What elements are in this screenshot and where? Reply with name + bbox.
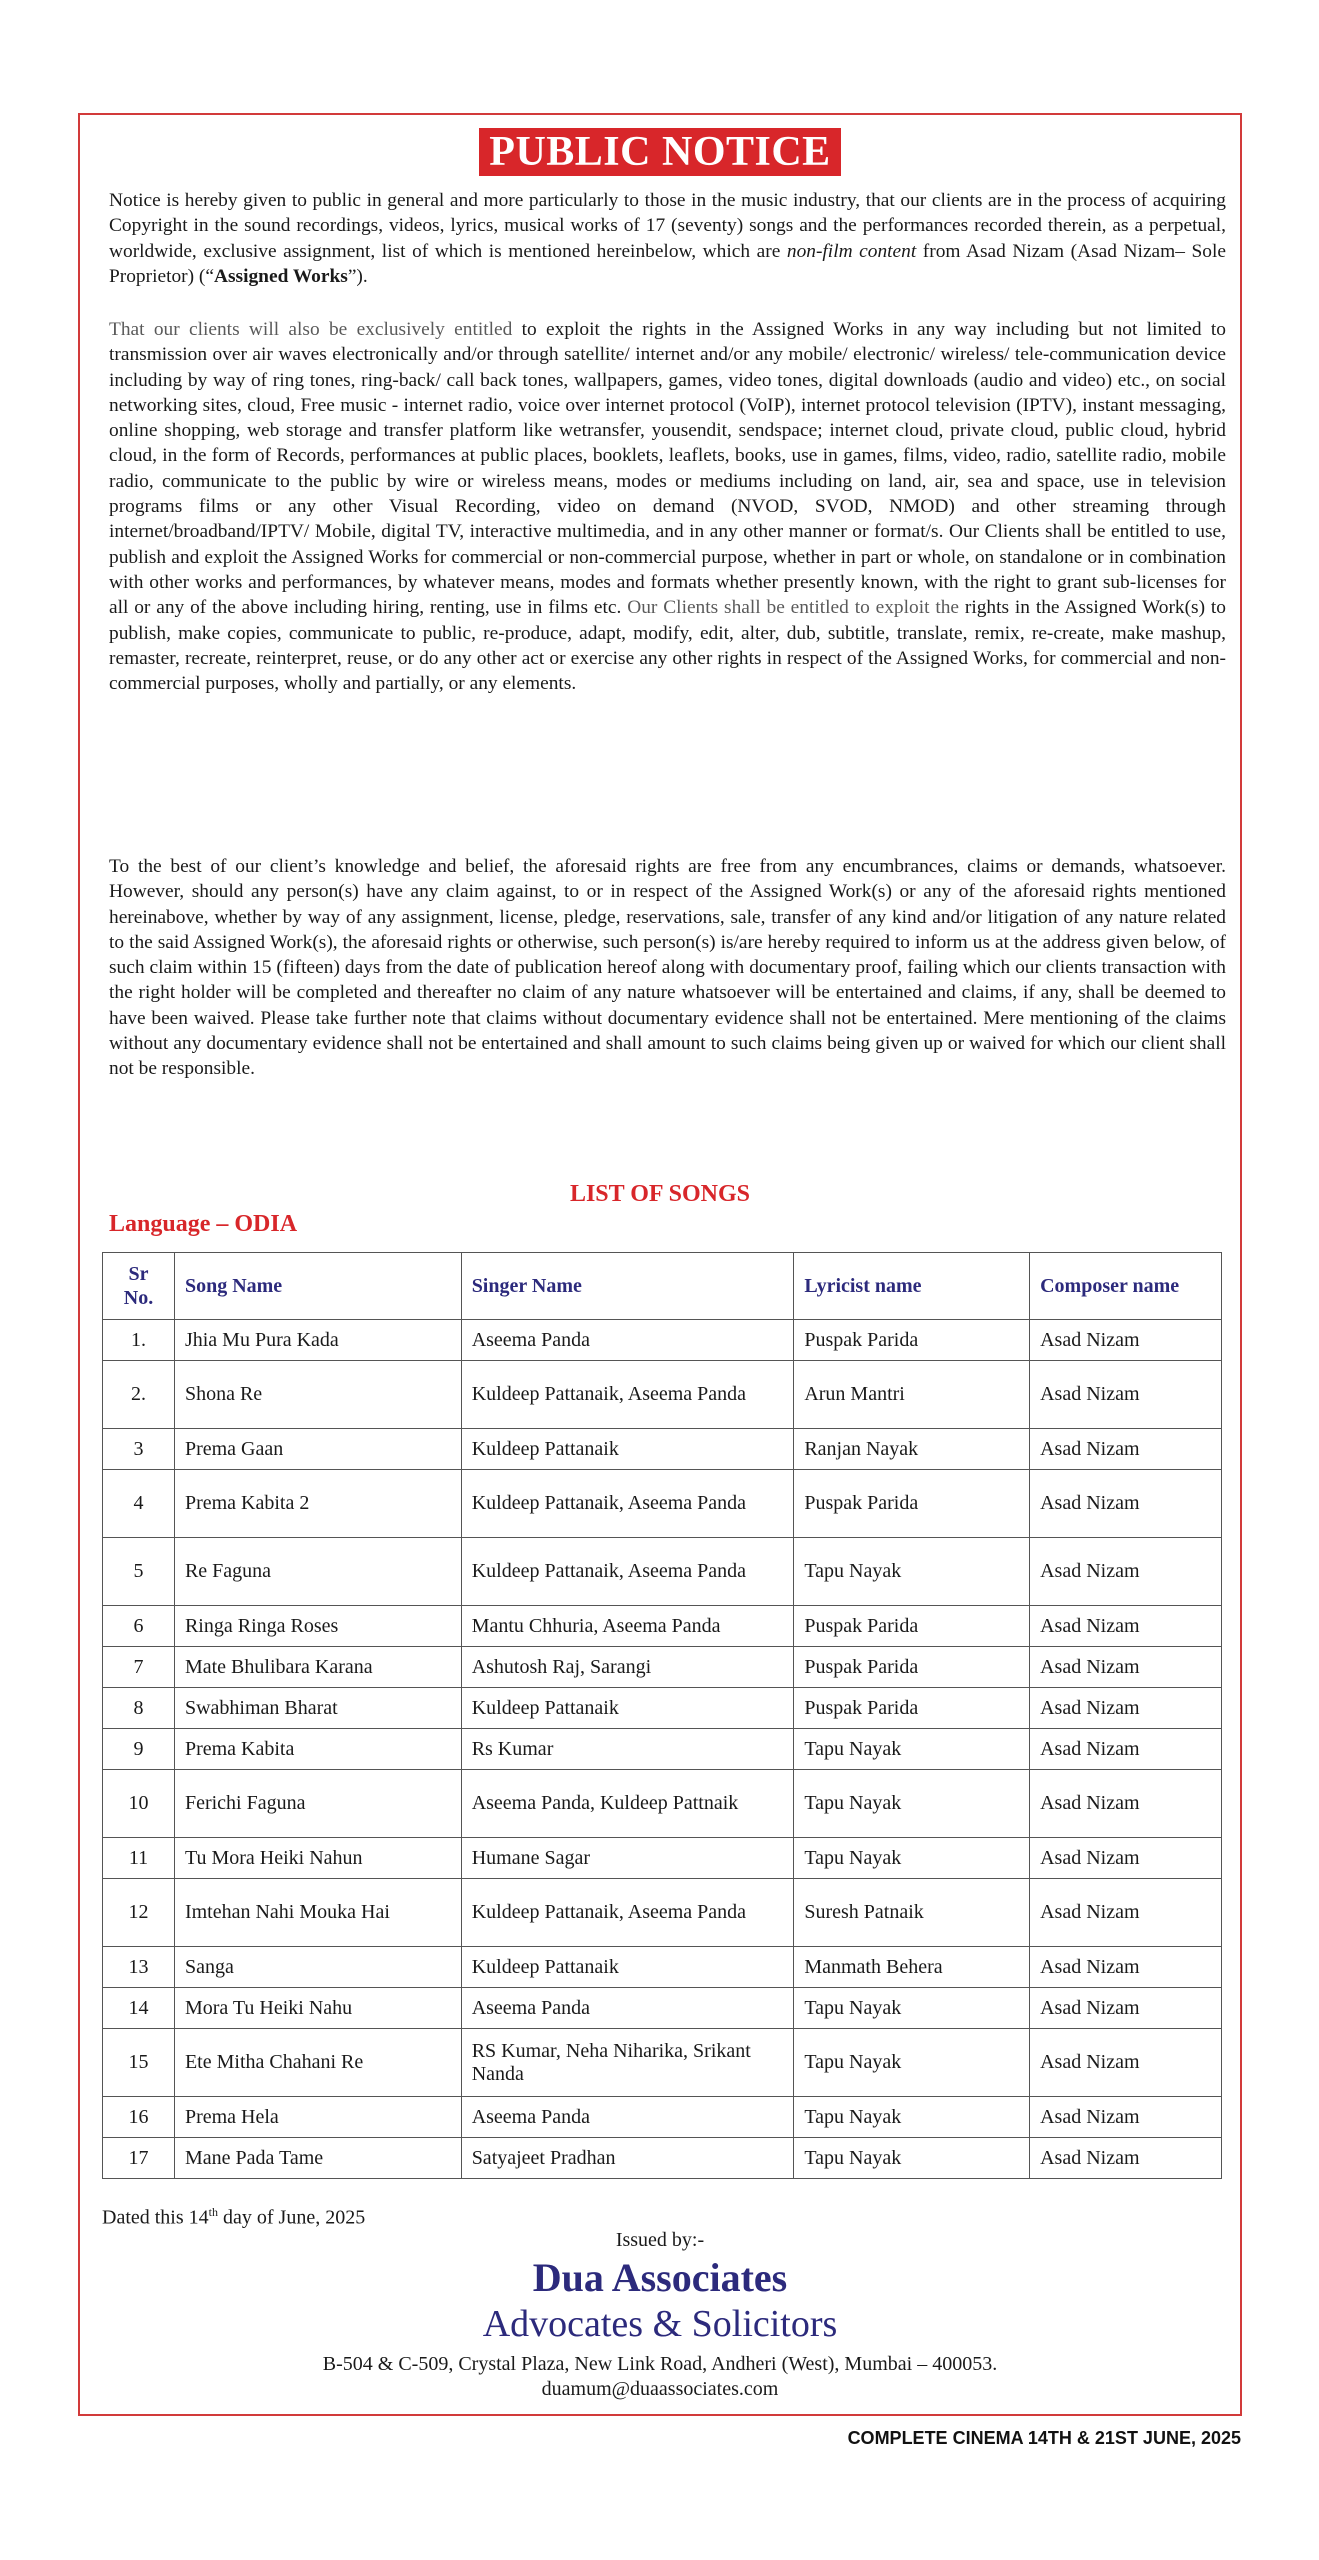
cell-sr: 12 (103, 1879, 175, 1947)
para1-text-b: from Asad Nizam (Asad Nizam– Sole Proprietor) (“ (109, 240, 1226, 287)
cell-lyricist: Ranjan Nayak (794, 1429, 1030, 1470)
cell-singer: RS Kumar, Neha Niharika, Srikant Nanda (461, 2029, 794, 2097)
table-row (103, 1538, 1222, 1606)
cell-lyricist: Tapu Nayak (794, 1729, 1030, 1770)
dated-suffix: day of June, 2025 (218, 2206, 366, 2229)
cell-singer: Kuldeep Pattanaik, Aseema Panda (461, 1879, 794, 1947)
cell-song: Imtehan Nahi Mouka Hai (174, 1879, 461, 1947)
cell-lyricist: Puspak Parida (794, 1688, 1030, 1729)
cell-sr: 5 (103, 1538, 175, 1606)
cell-sr: 17 (103, 2138, 175, 2179)
cell-song: Prema Hela (174, 2097, 461, 2138)
para2-text-a: to exploit the rights in the Assigned Works in any way including but not limited to transmission over air waves electronically and/or through satellite/ internet and/or any mobile/ electronic/ wireless/ tele-communication device including by way of ring tones, ring-back/ call back tones, wallpapers, games, video tones, digital downloads (audio and video) etc., on social networking sites, cloud, Free music - internet radio, voice over internet protocol (VoIP), internet protocol television (IPTV), instant messaging, online shopping, web storage and transfer platform like wetransfer, yousendit, sendspace; internet cloud, private cloud, public cloud, hybrid cloud, in the form of Records, performances at public places, booklets, leaflets, books, use in games, films, video, radio, satellite radio, mobile radio, communicate to the public by wire or wireless means, modes or mediums including on land, air, sea and space, use in television programs films or any other Visual Recording, video on demand (NVOD, SVOD, NMOD) and other streaming through internet/broadband/IPTV/ Mobile, digital TV, interactive multimedia, and in any other manner or format/s. Our Clients shall be entitled to use, publish and exploit the Assigned Works for commercial or non-commercial purpose, whether in part or whole, on standalone or in combination with other works and performances, by whatever means, modes and formats whether presently known, with the right to grant sub-licenses for all or any of the above including hiring, renting, use in films etc. (109, 319, 1226, 619)
cell-composer: Asad Nizam (1030, 1988, 1222, 2029)
cell-sr: 9 (103, 1729, 175, 1770)
cell-song: Mate Bhulibara Karana (174, 1647, 461, 1688)
cell-song: Shona Re (174, 1361, 461, 1429)
cell-composer: Asad Nizam (1030, 1320, 1222, 1361)
table-row (103, 1429, 1222, 1470)
cell-sr: 16 (103, 2097, 175, 2138)
cell-sr: 7 (103, 1647, 175, 1688)
para1-text-a: Notice is hereby given to public in general and more particularly to those in the music industry, that our clients are in the process of acquiring Copyright in the sound recordings, videos, lyrics, musical works of 17 (seventy) songs and the performances recorded therein, as a perpetual, worldwide, exclusive assignment, list of which is mentioned hereinbelow, which are (109, 190, 1226, 262)
cell-singer: Kuldeep Pattanaik, Aseema Panda (461, 1361, 794, 1429)
table-row (103, 1606, 1222, 1647)
cell-sr: 13 (103, 1947, 175, 1988)
cell-sr: 3 (103, 1429, 175, 1470)
cell-composer: Asad Nizam (1030, 1838, 1222, 1879)
cell-sr: 1. (103, 1320, 175, 1361)
header-singer-name: Singer Name (461, 1253, 794, 1320)
cell-song: Prema Kabita 2 (174, 1470, 461, 1538)
table-row (103, 1647, 1222, 1688)
cell-song: Mane Pada Tame (174, 2138, 461, 2179)
cell-composer: Asad Nizam (1030, 1647, 1222, 1688)
table-header-row (103, 1253, 1222, 1320)
cell-lyricist: Puspak Parida (794, 1647, 1030, 1688)
cell-song: Re Faguna (174, 1538, 461, 1606)
table-row (103, 1320, 1222, 1361)
cell-sr: 10 (103, 1770, 175, 1838)
table-row (103, 2029, 1222, 2097)
table-row (103, 1879, 1222, 1947)
table-row (103, 1470, 1222, 1538)
cell-sr: 2. (103, 1361, 175, 1429)
issued-by: Issued by:- (615, 2229, 705, 2251)
cell-singer: Kuldeep Pattanaik, Aseema Panda (461, 1538, 794, 1606)
para2-text-b: rights in the Assigned Work(s) to publish, make copies, communicate to public, re-produce, adapt, modify, edit, alter, dub, subtitle, translate, remix, re-create, make mashup, remaster, recreate, reinterpret, reuse, or do any other act or exercise any other rights in respect of the Assigned Works, for commercial and non-commercial purposes, wholly and partially, or any elements. (109, 597, 1227, 695)
header-sr-no: Sr No. (103, 1253, 175, 1320)
cell-composer: Asad Nizam (1030, 1879, 1222, 1947)
table-row (103, 1361, 1222, 1429)
cell-singer: Kuldeep Pattanaik (461, 1429, 794, 1470)
para1-italic: non-film content (786, 240, 917, 262)
cell-singer: Aseema Panda (461, 2097, 794, 2138)
cell-sr: 15 (103, 2029, 175, 2097)
cell-sr: 11 (103, 1838, 175, 1879)
cell-composer: Asad Nizam (1030, 1606, 1222, 1647)
cell-singer: Humane Sagar (461, 1838, 794, 1879)
cell-lyricist: Puspak Parida (794, 1320, 1030, 1361)
cell-lyricist: Puspak Parida (794, 1470, 1030, 1538)
cell-composer: Asad Nizam (1030, 2097, 1222, 2138)
cell-singer: Kuldeep Pattanaik (461, 1947, 794, 1988)
list-title: LIST OF SONGS (569, 1181, 751, 1207)
publication-footer: COMPLETE CINEMA 14TH & 21ST JUNE, 2025 (847, 2428, 1241, 2448)
cell-lyricist: Suresh Patnaik (794, 1879, 1030, 1947)
cell-lyricist: Arun Mantri (794, 1361, 1030, 1429)
cell-singer: Aseema Panda, Kuldeep Pattnaik (461, 1770, 794, 1838)
cell-sr: 4 (103, 1470, 175, 1538)
firm-subtitle: Advocates & Solicitors (482, 2303, 838, 2345)
table-row (103, 1988, 1222, 2029)
firm-address: B-504 & C-509, Crystal Plaza, New Link Road, Andheri (West), Mumbai – 400053. (322, 2353, 998, 2375)
title-wrap (80, 128, 1240, 176)
cell-lyricist: Tapu Nayak (794, 2097, 1030, 2138)
cell-composer: Asad Nizam (1030, 1470, 1222, 1538)
cell-lyricist: Manmath Behera (794, 1947, 1030, 1988)
cell-composer: Asad Nizam (1030, 1429, 1222, 1470)
cell-lyricist: Tapu Nayak (794, 2029, 1030, 2097)
dated-line (102, 2205, 365, 2230)
cell-song: Prema Gaan (174, 1429, 461, 1470)
cell-sr: 14 (103, 1988, 175, 2029)
notice-paragraph-2 (109, 317, 1226, 696)
table-row (103, 1947, 1222, 1988)
cell-lyricist: Tapu Nayak (794, 2138, 1030, 2179)
table-row (103, 1838, 1222, 1879)
table-row (103, 1688, 1222, 1729)
table-row (103, 1729, 1222, 1770)
cell-composer: Asad Nizam (1030, 2029, 1222, 2097)
cell-song: Sanga (174, 1947, 461, 1988)
firm-email: duamum@duaassociates.com (541, 2378, 779, 2400)
cell-lyricist: Tapu Nayak (794, 1538, 1030, 1606)
cell-song: Ete Mitha Chahani Re (174, 2029, 461, 2097)
cell-composer: Asad Nizam (1030, 1688, 1222, 1729)
cell-song: Ringa Ringa Roses (174, 1606, 461, 1647)
cell-singer: Kuldeep Pattanaik (461, 1688, 794, 1729)
cell-singer: Kuldeep Pattanaik, Aseema Panda (461, 1470, 794, 1538)
cell-singer: Ashutosh Raj, Sarangi (461, 1647, 794, 1688)
para1-text-c: ”). (347, 265, 368, 287)
notice-paragraph-3: To the best of our client’s knowledge and belief, the aforesaid rights are free from any encumbrances, claims or demands, whatsoever. However, should any person(s) have any claim against, to or in respect of the Assigned Work(s) or any of the aforesaid rights mentioned hereinabove, whether by way of any assignment, license, pledge, reservations, sale, transfer of any kind and/or litigation of any nature related to the said Assigned Work(s), the aforesaid rights or otherwise, such person(s) is/are hereby required to inform us at the address given below, of such claim within 15 (fifteen) days from the date of publication hereof along with documentary proof, failing which our clients transaction with the right holder will be completed and thereafter no claim of any nature whatsoever will be entertained and claims, if any, shall be deemed to have been waived. Please take further note that claims without documentary evidence shall not be entertained. Mere mentioning of the claims without any documentary evidence shall not be entertained and shall amount to such claims being given up or waived for which our client shall not be responsible. (109, 856, 1226, 1080)
cell-composer: Asad Nizam (1030, 1361, 1222, 1429)
header-lyricist-name: Lyricist name (794, 1253, 1030, 1320)
dated-prefix: Dated this 14 (102, 2206, 209, 2229)
cell-song: Swabhiman Bharat (174, 1688, 461, 1729)
cell-composer: Asad Nizam (1030, 1770, 1222, 1838)
cell-singer: Aseema Panda (461, 1320, 794, 1361)
notice-paragraph-1 (109, 188, 1226, 289)
cell-song: Prema Kabita (174, 1729, 461, 1770)
cell-singer: Satyajeet Pradhan (461, 2138, 794, 2179)
cell-song: Ferichi Faguna (174, 1770, 461, 1838)
table-row (103, 2097, 1222, 2138)
cell-composer: Asad Nizam (1030, 1729, 1222, 1770)
para2-soft-1: That our clients will also be exclusively entitled (109, 319, 513, 340)
language-label: Language – ODIA (109, 1211, 298, 1237)
cell-song: Tu Mora Heiki Nahun (174, 1838, 461, 1879)
songs-table (102, 1252, 1222, 2179)
notice-frame (78, 113, 1242, 2416)
cell-composer: Asad Nizam (1030, 1538, 1222, 1606)
cell-lyricist: Tapu Nayak (794, 1988, 1030, 2029)
dated-superscript: th (208, 2205, 218, 2219)
cell-sr: 6 (103, 1606, 175, 1647)
header-song-name: Song Name (174, 1253, 461, 1320)
firm-name: Dua Associates (532, 2255, 788, 2300)
cell-lyricist: Tapu Nayak (794, 1838, 1030, 1879)
cell-lyricist: Tapu Nayak (794, 1770, 1030, 1838)
cell-sr: 8 (103, 1688, 175, 1729)
cell-singer: Aseema Panda (461, 1988, 794, 2029)
cell-singer: Mantu Chhuria, Aseema Panda (461, 1606, 794, 1647)
cell-composer: Asad Nizam (1030, 2138, 1222, 2179)
header-composer-name: Composer name (1030, 1253, 1222, 1320)
cell-composer: Asad Nizam (1030, 1947, 1222, 1988)
notice-title: PUBLIC NOTICE (479, 128, 840, 176)
cell-song: Mora Tu Heiki Nahu (174, 1988, 461, 2029)
cell-song: Jhia Mu Pura Kada (174, 1320, 461, 1361)
para2-soft-2: Our Clients shall be entitled to exploit the (621, 597, 960, 619)
table-row (103, 2138, 1222, 2179)
cell-lyricist: Puspak Parida (794, 1606, 1030, 1647)
table-row (103, 1770, 1222, 1838)
cell-singer: Rs Kumar (461, 1729, 794, 1770)
para1-bold: Assigned Works (214, 265, 348, 287)
